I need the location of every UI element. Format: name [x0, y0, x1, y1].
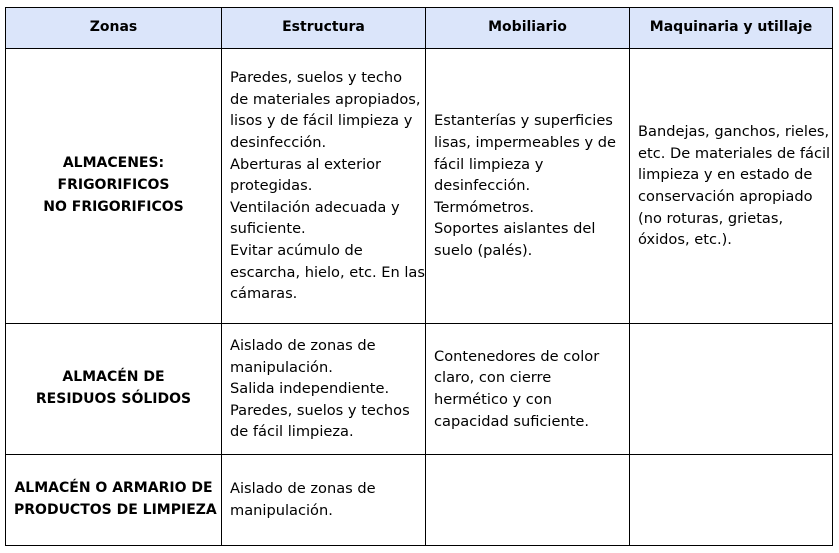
cell-line: Estanterías y superficies — [434, 112, 613, 130]
cell-line: desinfección. — [434, 177, 531, 195]
cell-line: conservación apropiado — [638, 188, 813, 205]
header-zonas: Zonas — [6, 8, 222, 49]
maquinaria-cell — [630, 49, 833, 324]
cell-line: claro, con cierre — [434, 369, 552, 387]
zone-cell — [6, 455, 222, 546]
cell-line: protegidas. — [230, 177, 313, 195]
estructura-cell — [222, 455, 426, 546]
header-estructura: Estructura — [222, 8, 426, 49]
cell-line: Paredes, suelos y techos — [230, 401, 410, 419]
cell-line: cámaras. — [230, 285, 298, 303]
cell-line: escarcha, hielo, etc. En las — [230, 263, 425, 281]
cell-line: manipulación. — [230, 358, 333, 376]
cell-line: Contenedores de color — [434, 347, 600, 365]
header-mobiliario: Mobiliario — [426, 8, 630, 49]
mobiliario-cell — [426, 49, 630, 324]
mobiliario-cell — [426, 455, 630, 546]
cell-line: etc. De materiales de fácil — [638, 144, 831, 162]
cell-line: Soportes aislantes del — [434, 220, 596, 238]
cell-line: desinfección. — [230, 134, 327, 152]
zone-line: RESIDUOS SÓLIDOS — [35, 391, 192, 407]
estructura-cell — [222, 324, 426, 455]
zone-line: NO FRIGORIFICOS — [43, 198, 184, 215]
zone-line: ALMACÉN O ARMARIO DE — [14, 480, 213, 497]
cell-line: (no roturas, grietas, — [638, 209, 784, 227]
maquinaria-cell — [630, 324, 833, 455]
table-row-almacenes — [6, 49, 833, 324]
table-row-limpieza — [6, 455, 833, 546]
mobiliario-cell — [426, 324, 630, 455]
cell-line: Ventilación adecuada y — [230, 198, 400, 216]
zones-table — [5, 7, 833, 546]
zone-line: PRODUCTOS DE LIMPIEZA — [14, 502, 217, 518]
cell-line: Paredes, suelos y techo — [230, 69, 403, 87]
cell-line: hermético y con — [434, 391, 553, 408]
cell-line: lisas, impermeables y de — [434, 134, 616, 152]
cell-line: suelo (palés). — [434, 241, 533, 259]
cell-line: de fácil limpieza. — [230, 423, 354, 441]
cell-line: Bandejas, ganchos, rieles, — [638, 123, 830, 141]
zone-cell — [6, 324, 222, 455]
cell-line: óxidos, etc.). — [638, 231, 732, 249]
cell-line: manipulación. — [230, 502, 333, 519]
header-maquinaria: Maquinaria y utillaje — [630, 8, 833, 49]
cell-line: Aislado de zonas de — [230, 337, 376, 355]
header-row — [6, 8, 833, 49]
cell-line: Salida independiente. — [230, 380, 390, 398]
cell-line: de materiales apropiados, — [230, 90, 421, 108]
cell-line: Termómetros. — [434, 198, 535, 216]
zone-cell — [6, 49, 222, 324]
zone-line: ALMACENES: — [62, 155, 165, 172]
cell-line: limpieza y en estado de — [638, 166, 813, 184]
table-row-residuos — [6, 324, 833, 455]
maquinaria-cell — [630, 455, 833, 546]
zone-line: FRIGORIFICOS — [57, 177, 170, 194]
cell-line: Aberturas al exterior — [230, 155, 382, 173]
cell-line: Aislado de zonas de — [230, 480, 376, 498]
estructura-cell — [222, 49, 426, 324]
cell-line: Evitar acúmulo de — [230, 241, 363, 259]
cell-line: fácil limpieza y — [434, 155, 544, 173]
zone-line: ALMACÉN DE — [62, 369, 165, 386]
cell-line: capacidad suficiente. — [434, 412, 590, 430]
cell-line: suficiente. — [230, 220, 306, 238]
cell-line: lisos y de fácil limpieza y — [230, 112, 413, 130]
